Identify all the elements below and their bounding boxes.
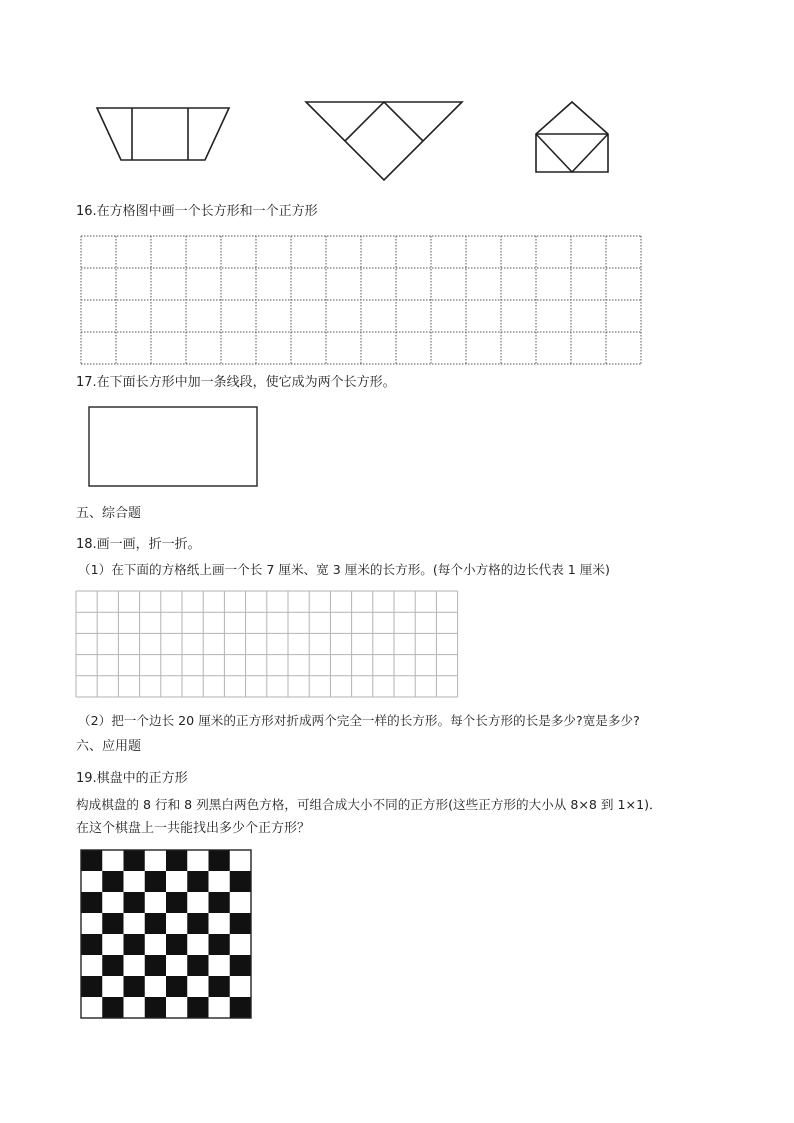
chess-square-black	[230, 871, 252, 892]
chess-square-white	[124, 955, 146, 976]
question-17-text: 17.在下面长方形中加一条线段，使它成为两个长方形。	[76, 375, 396, 390]
question-19-line-1: 构成棋盘的 8 行和 8 列黑白两色方格，可组合成大小不同的正方形(这些正方形的大小从 8×8 到 1×1)．	[76, 797, 662, 812]
chessboard	[80, 849, 254, 1021]
chess-square-white	[102, 934, 124, 955]
chess-square-black	[209, 892, 231, 913]
chess-square-black	[102, 955, 124, 976]
chess-square-black	[81, 850, 103, 871]
chess-square-white	[230, 850, 252, 871]
pentagon-house-figure	[532, 98, 616, 176]
chess-square-black	[145, 913, 167, 934]
chess-square-white	[209, 997, 231, 1018]
chess-square-white	[230, 934, 252, 955]
chess-square-black	[81, 934, 103, 955]
chess-square-black	[102, 997, 124, 1018]
chess-square-white	[145, 850, 167, 871]
chess-square-white	[166, 997, 188, 1018]
chess-square-black	[81, 892, 103, 913]
chess-square-white	[230, 976, 252, 997]
chess-square-white	[187, 976, 209, 997]
chess-square-black	[187, 913, 209, 934]
chess-square-white	[145, 892, 167, 913]
chess-square-white	[209, 955, 231, 976]
chess-square-black	[124, 850, 146, 871]
chess-square-black	[166, 892, 188, 913]
chess-square-black	[187, 955, 209, 976]
chess-square-black	[124, 892, 146, 913]
chess-square-white	[145, 976, 167, 997]
chess-square-black	[102, 871, 124, 892]
section-6-heading: 六、应用题	[76, 739, 142, 754]
chess-square-black	[124, 976, 146, 997]
chess-square-white	[166, 871, 188, 892]
chess-square-black	[187, 997, 209, 1018]
chess-square-white	[187, 850, 209, 871]
chess-square-black	[209, 934, 231, 955]
chess-square-black	[102, 913, 124, 934]
chess-square-white	[124, 997, 146, 1018]
chess-square-white	[209, 913, 231, 934]
chess-square-white	[187, 892, 209, 913]
chess-square-black	[145, 955, 167, 976]
chess-square-black	[166, 934, 188, 955]
chess-square-white	[187, 934, 209, 955]
chess-square-white	[124, 871, 146, 892]
chess-square-black	[209, 850, 231, 871]
chess-square-black	[166, 976, 188, 997]
question-19-title: 19.棋盘中的正方形	[76, 771, 188, 786]
section-5-heading: 五、综合题	[76, 506, 142, 521]
chess-square-white	[166, 955, 188, 976]
inverted-triangle-figure	[302, 96, 466, 184]
question-19-line-2: 在这个棋盘上一共能找出多少个正方形？	[76, 821, 311, 836]
question-16-text: 16.在方格图中画一个长方形和一个正方形	[76, 204, 318, 219]
question-18-part-1: （1）在下面的方格纸上画一个长 7 厘米、宽 3 厘米的长方形。(每个小方格的边长代表 1 厘米)	[78, 562, 610, 577]
chess-square-white	[81, 955, 103, 976]
chess-square-white	[81, 871, 103, 892]
chess-square-black	[166, 850, 188, 871]
chess-square-white	[230, 892, 252, 913]
chess-square-black	[145, 871, 167, 892]
rectangle-q17[interactable]	[88, 406, 260, 488]
fine-grid-q18[interactable]	[75, 590, 461, 702]
dotted-grid-q16[interactable]	[79, 234, 643, 366]
chess-square-white	[81, 997, 103, 1018]
trapezoid-figure	[90, 100, 235, 162]
chess-square-white	[209, 871, 231, 892]
chess-square-white	[102, 850, 124, 871]
chess-square-black	[124, 934, 146, 955]
chess-square-black	[230, 913, 252, 934]
chess-square-black	[230, 997, 252, 1018]
chess-square-black	[145, 997, 167, 1018]
chess-square-black	[209, 976, 231, 997]
chess-square-black	[81, 976, 103, 997]
chess-square-black	[230, 955, 252, 976]
chess-square-white	[102, 892, 124, 913]
chess-square-white	[166, 913, 188, 934]
chess-square-white	[145, 934, 167, 955]
chess-square-black	[187, 871, 209, 892]
question-18-title: 18.画一画，折一折。	[76, 537, 201, 552]
chess-square-white	[102, 976, 124, 997]
question-18-part-2: （2）把一个边长 20 厘米的正方形对折成两个完全一样的长方形。每个长方形的长是多少?宽是多少?	[78, 713, 640, 728]
chess-square-white	[81, 913, 103, 934]
chess-square-white	[124, 913, 146, 934]
